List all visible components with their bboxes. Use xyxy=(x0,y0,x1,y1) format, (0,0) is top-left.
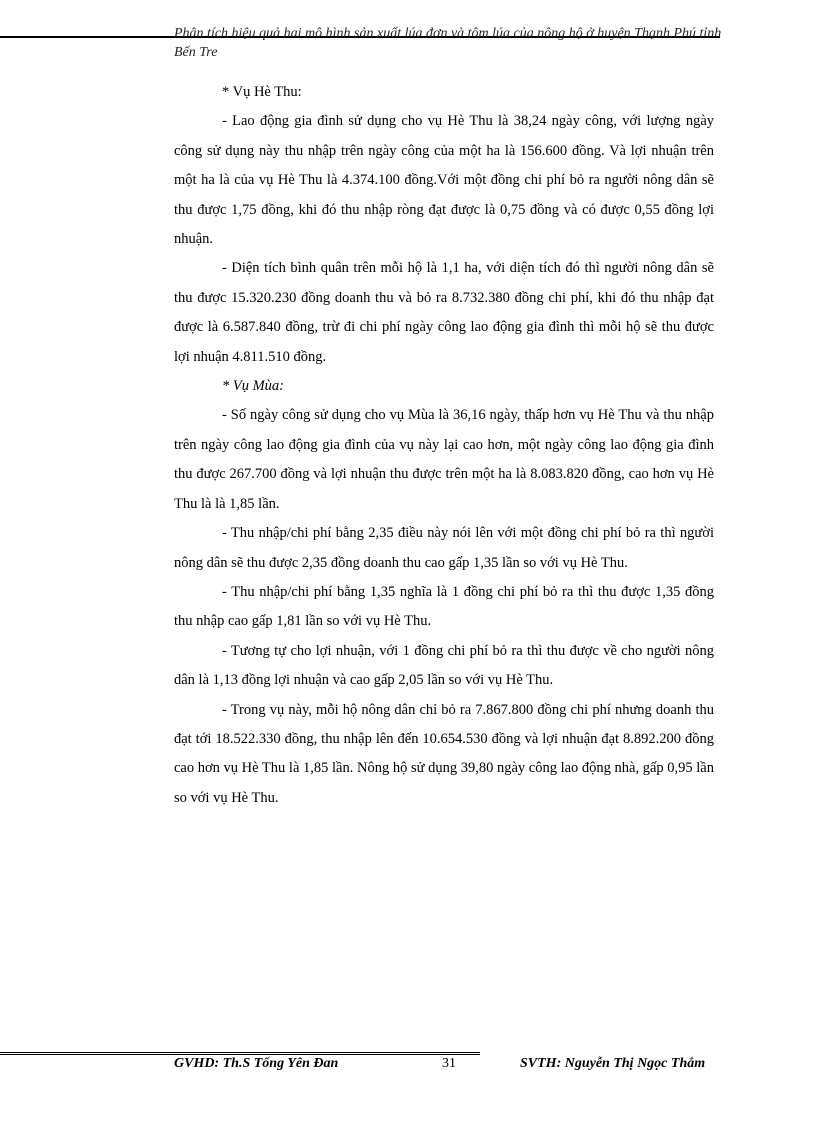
footer-rule xyxy=(0,1052,480,1055)
paragraph: - Thu nhập/chi phí bằng 1,35 nghĩa là 1 đồng chi phí bỏ ra thì thu được 1,35 đồng thu nhập cao gấp 1,81 lần so với vụ Hè Thu. xyxy=(174,583,714,630)
page-header: Phân tích hiệu quả hai mô hình sản xuất lúa đơn và tôm lúa của nông hộ ở huyện Thạnh Phú tỉnh Bến Tre xyxy=(174,26,722,60)
section-heading-mua: * Vụ Mùa: xyxy=(222,378,285,395)
paragraph: - Thu nhập/chi phí bằng 2,35 điều này nói lên với một đồng chi phí bỏ ra thì người nông dân sẽ thu được 2,35 đồng doanh thu cao gấp 1,35 lần so với vụ Hè Thu. xyxy=(174,525,714,571)
paragraph: - Trong vụ này, mỗi hộ nông dân chỉ bỏ ra 7.867.800 đồng chi phí nhưng doanh thu đạt tới 18.522.330 đồng, thu nhập lên đến 10.654.530 đồng và lợi nhuận đạt 8.892.200 đồng cao hơn vụ Hè Thu là 1,85 lần. Nông hộ sử dụng 39,80 ngày công lao động nhà, gấp 0,95 lần so với vụ Hè Thu. xyxy=(174,701,714,806)
paragraph: - Tương tự cho lợi nhuận, với 1 đồng chi phí bỏ ra thì thu được về cho người nông dân là 1,13 đồng lợi nhuận và cao gấp 2,05 lần so với vụ Hè Thu. xyxy=(174,642,714,689)
paragraph: - Lao động gia đình sử dụng cho vụ Hè Thu là 38,24 ngày công, với lượng ngày công sử dụng này thu nhập trên ngày công của một ha là 156.600 đồng. Và lợi nhuận trên một ha là của vụ Hè Thu là 4.374.100 đồng.Với một đồng chi phí bỏ ra người nông dân sẽ thu được 1,75 đồng, khi đó thu nhập ròng đạt được là 0,75 đồng và có được 0,55 đồng lợi nhuận. xyxy=(174,113,714,248)
document-body xyxy=(174,78,714,813)
page-number: 31 xyxy=(442,1056,456,1071)
section-heading-he-thu: * Vụ Hè Thu: xyxy=(222,84,302,100)
paragraph: - Diện tích bình quân trên mỗi hộ là 1,1 ha, với diện tích đó thì người nông dân sẽ thu được 15.320.230 đồng doanh thu và bỏ ra 8.732.380 đồng chi phí, khi đó thu nhập đạt được là 6.587.840 đồng, trừ đi chi phí ngày công lao động gia đình thì mỗi hộ sẽ thu được lợi nhuận 4.811.510 đồng. xyxy=(174,260,714,365)
paragraph: - Số ngày công sử dụng cho vụ Mùa là 36,16 ngày, thấp hơn vụ Hè Thu và thu nhập trên ngày công lao động gia đình của vụ này lại cao hơn, một ngày công lao động gia đình thu được 267.700 đồng và lợi nhuận thu được trên một ha là 8.083.820 đồng, cao hơn vụ Hè Thu là là 1,85 lần. xyxy=(174,407,714,512)
footer-advisor: GVHD: Th.S Tống Yên Đan xyxy=(174,1056,339,1071)
footer-student: SVTH: Nguyễn Thị Ngọc Thắm xyxy=(520,1056,706,1071)
